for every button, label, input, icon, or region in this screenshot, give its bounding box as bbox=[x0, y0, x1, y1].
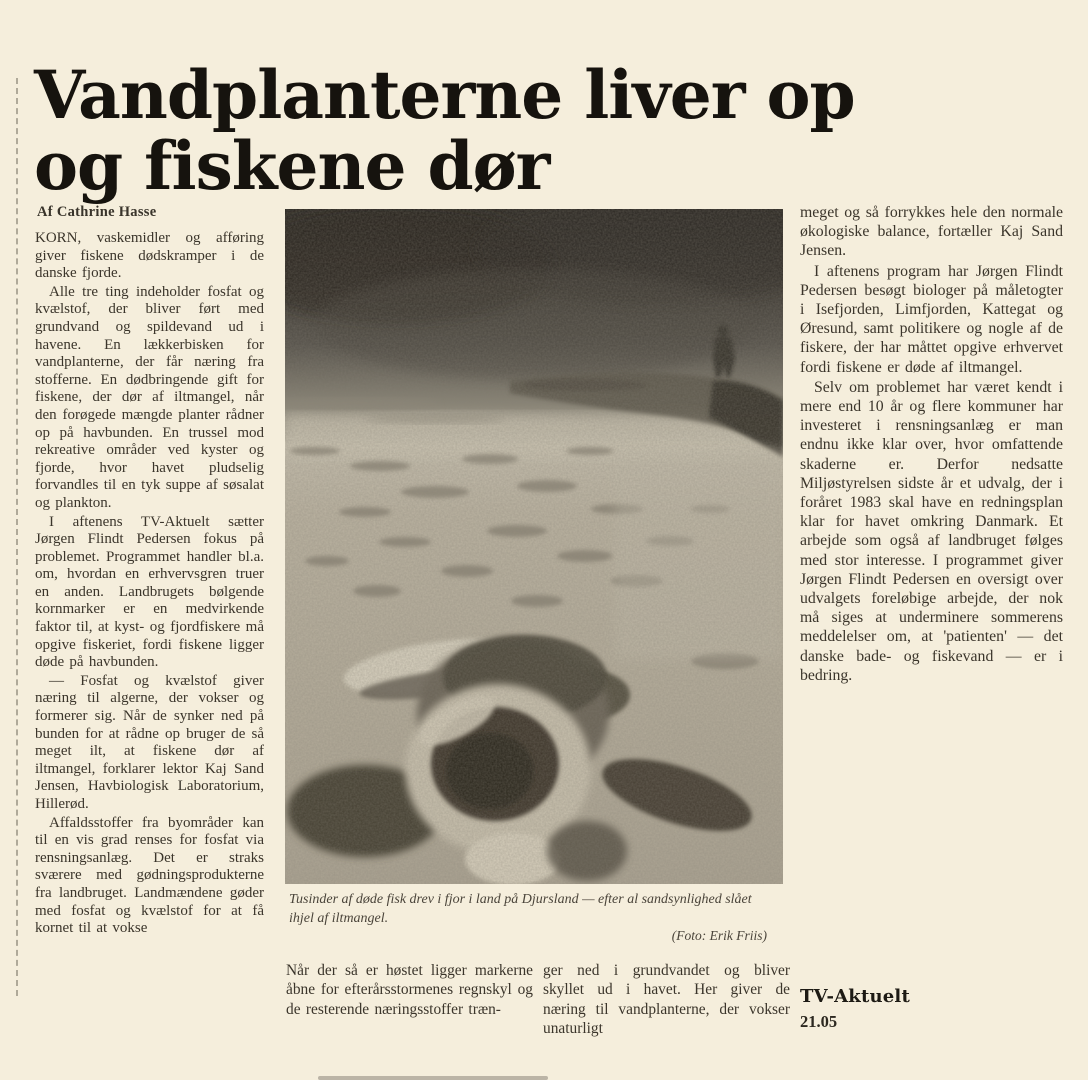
page-edge-artifact bbox=[318, 1076, 548, 1080]
paragraph: I aftenens program har Jørgen Flindt Pedersen besøgt biologer på måletogter i Isefjorden, Limfjorden, Kattegat og Øresund, samt politikere og nogle af de fiskere, der har måttet opgive erhvervet fordi fiskene er døde af iltmangel. bbox=[800, 262, 1063, 376]
program-time: 21.05 bbox=[800, 1012, 838, 1031]
article-headline bbox=[34, 56, 1014, 206]
paragraph: Affaldsstoffer fra byområder kan til en vis grad renses for fosfat via rensningsanlæg. Det er straks sværere med gødningsprodukterne fra landbruget. Landmændene gøder med fosfat og kvælstof for at få kornet til at vokse bbox=[35, 814, 264, 937]
paragraph: meget og så forrykkes hele den normale økologiske balance, fortæller Kaj Sand Jensen. bbox=[800, 204, 1063, 260]
headline-line-1: Vandplanterne liver op bbox=[34, 56, 855, 135]
article-column-bottom-middle bbox=[543, 961, 790, 1039]
paragraph: Når der så er høstet ligger markerne åbne for efterårsstormenes regnskyl og de resterende næringsstoffer træn- bbox=[286, 962, 533, 1018]
paragraph: KORN, vaskemidler og afføring giver fiskene dødskramper i de danske fjorde. bbox=[35, 230, 264, 282]
article-column-left bbox=[35, 230, 264, 939]
column-divider-rule bbox=[16, 78, 18, 996]
paragraph: Alle tre ting indeholder fosfat og kvælstof, der bliver ført med grundvand og spildevand ud i havene. En lækkerbisken for vandplanterne, der får næring fra stofferne. En dødbringende gift for fiskene, der dør af iltmangel, når den forøgede mængde planter rådner op på havbunden. En trussel mod rekreative områder ved kyster og fjorde, hvor havet pludselig forvandles til en tyk suppe af søsalat og plankton. bbox=[35, 283, 264, 511]
dead-fish-photo bbox=[285, 209, 783, 884]
photo-credit: (Foto: Erik Friis) bbox=[671, 928, 767, 943]
paragraph: Selv om problemet har været kendt i mere end 10 år og flere kommuner har investeret i rensningsanlæg er man endnu ikke klar over, hvor omfattende skaderne er. Derfor nedsatte Miljøstyrelsen sidste år et udvalg, der i foråret 1983 skal have en redningsplan klar for havet omkring Danmark. Et arbejde som også af landbruget følges med stor interesse. I programmet giver Jørgen Flindt Pedersen en oversigt over udvalgets foreløbige arbejde, der nok må siges at underminere sommerens meddelelser om, at 'patienten' — det danske bade- og fiskevand — er i bedring. bbox=[800, 378, 1063, 684]
article-column-right bbox=[800, 203, 1063, 686]
article-byline: Af Cathrine Hasse bbox=[37, 204, 157, 220]
program-listing bbox=[800, 986, 910, 1032]
photo-grain bbox=[285, 209, 783, 884]
program-name: TV-Aktuelt bbox=[800, 986, 910, 1007]
article-column-bottom-left bbox=[286, 961, 533, 1020]
paragraph: I aftenens TV-Aktuelt sætter Jørgen Flindt Pedersen fokus på problemet. Programmet handler bl.a. om, hvordan en erhvervsgren truer en anden. Landbrugets bølgende kornmarker er en medvirkende faktor til, at kyst- og fjordfiskere må opgive fiskeriet, fordi fiskene ligger døde på havbunden. bbox=[35, 513, 264, 671]
paragraph: ger ned i grundvandet og bliver skyllet ud i havet. Her giver de næring til vandplanterne, der vokser unaturligt bbox=[543, 962, 790, 1037]
headline-line-2: og fiskene dør bbox=[34, 127, 550, 206]
photo-caption: Tusinder af døde fisk drev i fjor i land på Djursland — efter al sandsynlighed slået ihjel af iltmangel. bbox=[289, 892, 752, 926]
photo-illustration bbox=[285, 209, 783, 884]
paragraph: — Fosfat og kvælstof giver næring til algerne, der vokser og formerer sig. Når de synker ned på bunden for at rådne op bruger de så meget ilt, at fiskene dør af iltmangel, forklarer lektor Kaj Sand Jensen, Havbiologisk Laboratorium, Hillerød. bbox=[35, 672, 264, 812]
